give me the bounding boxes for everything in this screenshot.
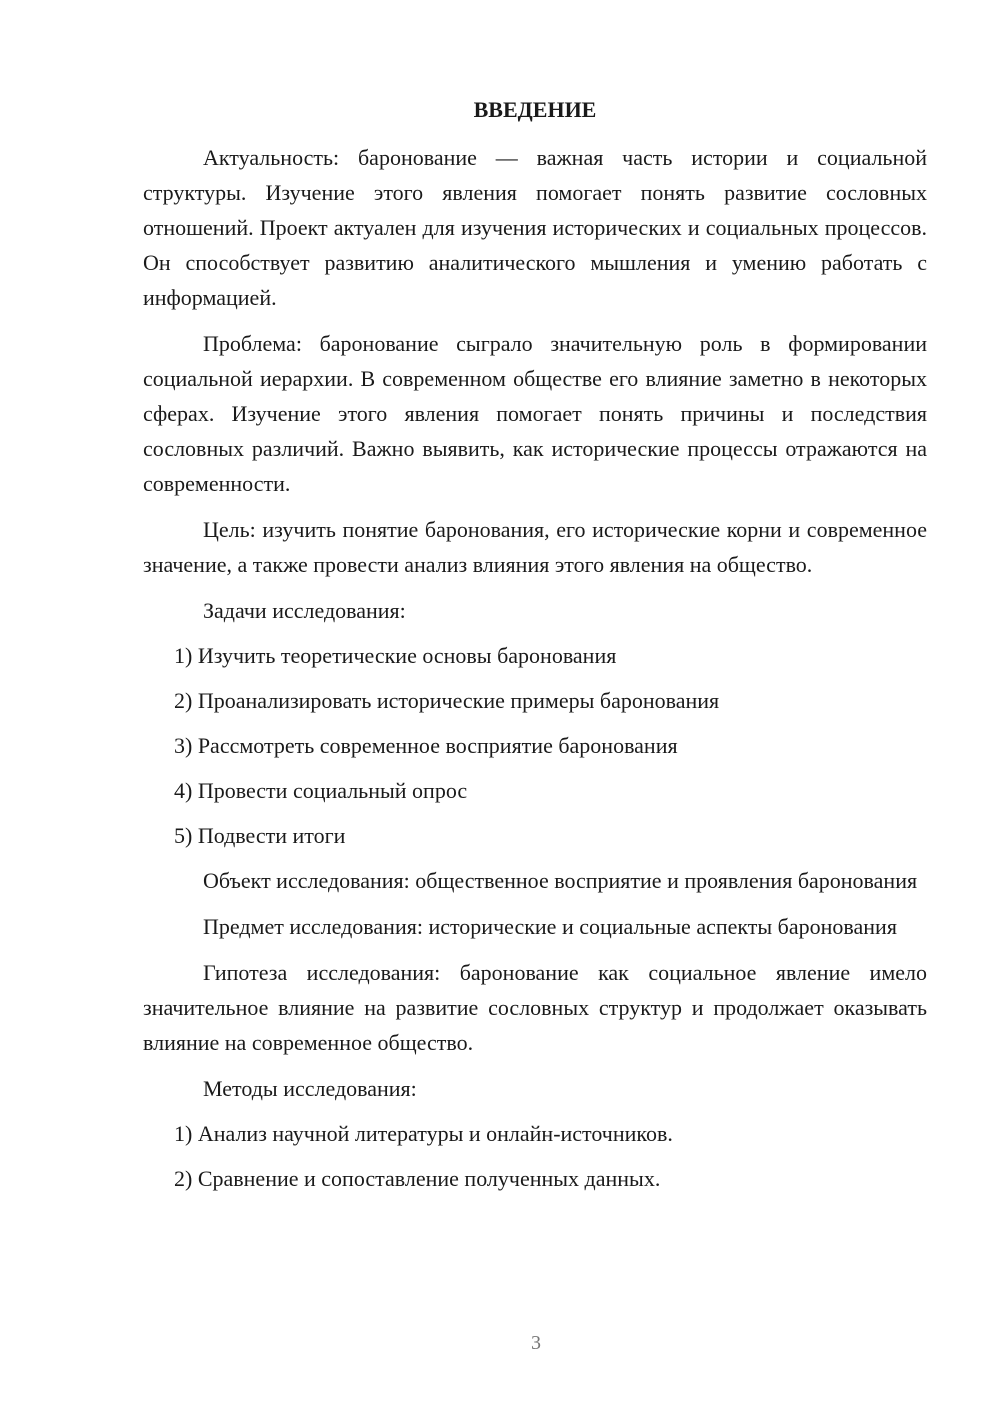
tasks-heading: Задачи исследования: bbox=[203, 598, 406, 623]
methods-list bbox=[143, 1116, 927, 1196]
list-item: 1) Изучить теоретические основы баронования bbox=[174, 643, 617, 668]
list-item: 4) Провести социальный опрос bbox=[174, 778, 468, 803]
object-paragraph: Объект исследования: общественное восприятие и проявления баронования bbox=[203, 868, 918, 893]
list-item: 1) Анализ научной литературы и онлайн-источников. bbox=[174, 1121, 673, 1146]
document-page bbox=[143, 92, 927, 1206]
goal-paragraph: Цель: изучить понятие баронования, его исторические корни и современное значение, а также провести анализ влияния этого явления на общество. bbox=[143, 517, 927, 577]
tasks-list bbox=[143, 638, 927, 853]
page-title: ВВЕДЕНИЕ bbox=[473, 97, 597, 122]
relevance-paragraph: Актуальность: баронование — важная часть истории и социальной структуры. Изучение этого явления помогает понять развитие сословных отношений. Проект актуален для изучения исторических и социальных процессов. Он способствует развитию аналитического мышления и умению работать с информацией. bbox=[143, 145, 927, 310]
subject-paragraph: Предмет исследования: исторические и социальные аспекты баронования bbox=[203, 914, 897, 939]
list-item: 2) Сравнение и сопоставление полученных данных. bbox=[174, 1166, 661, 1191]
list-item: 5) Подвести итоги bbox=[174, 823, 346, 848]
list-item: 2) Проанализировать исторические примеры баронования bbox=[174, 688, 720, 713]
problem-paragraph: Проблема: баронование сыграло значительную роль в формировании социальной иерархии. В современном обществе его влияние заметно в некоторых сферах. Изучение этого явления помогает понять причины и последствия сословных различий. Важно выявить, как исторические процессы отражаются на современности. bbox=[143, 331, 927, 496]
methods-heading: Методы исследования: bbox=[203, 1076, 417, 1101]
hypothesis-paragraph: Гипотеза исследования: баронование как социальное явление имело значительное влияние на развитие сословных структур и продолжает оказывать влияние на современное общество. bbox=[143, 960, 927, 1055]
list-item: 3) Рассмотреть современное восприятие баронования bbox=[174, 733, 678, 758]
page-number: 3 bbox=[531, 1332, 541, 1354]
